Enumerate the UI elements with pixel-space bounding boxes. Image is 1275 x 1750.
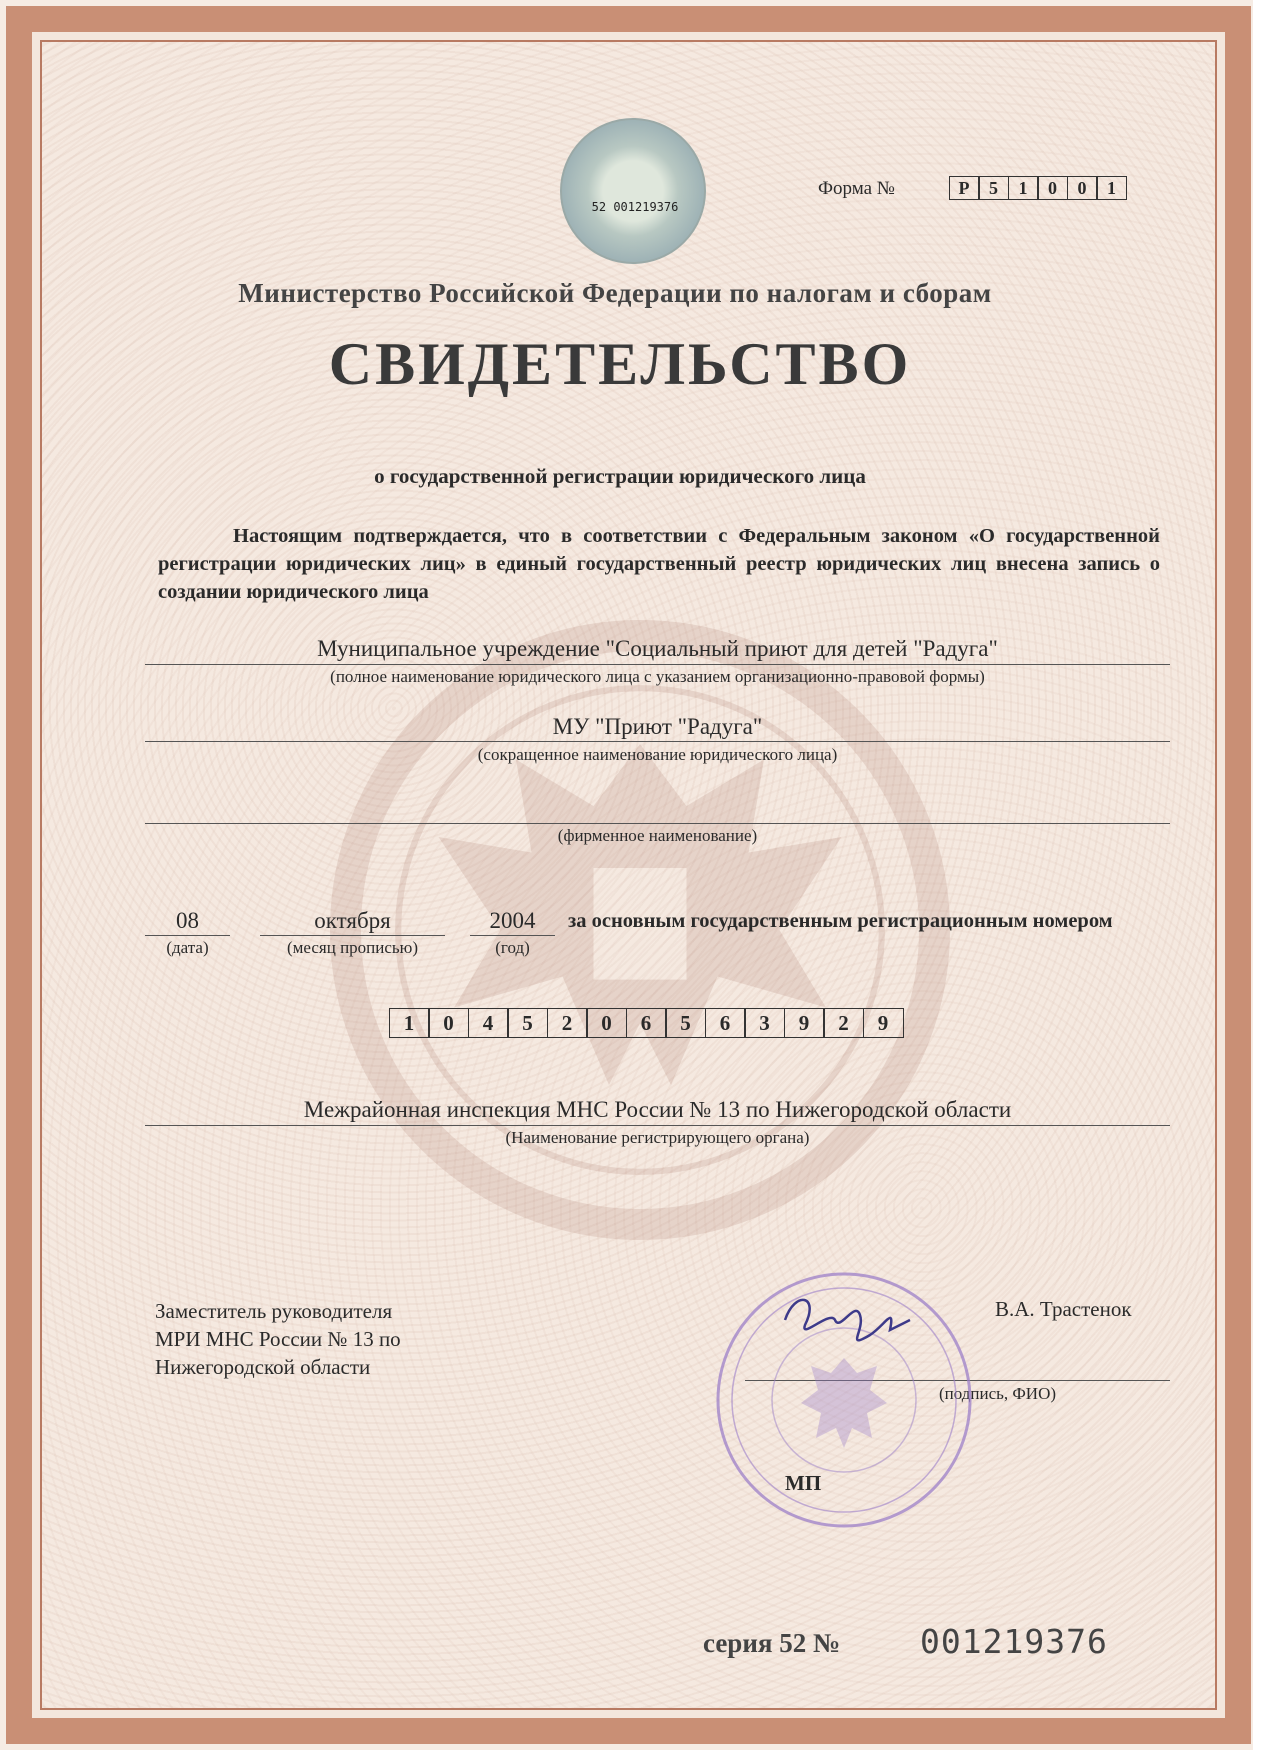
signer-name: В.А. Трастенок xyxy=(995,1297,1132,1321)
full-name-line xyxy=(145,664,1170,665)
form-code xyxy=(950,176,1127,200)
date-month-value: октября xyxy=(314,908,391,933)
date-day-value: 08 xyxy=(176,908,199,933)
form-code-cell: 0 xyxy=(1067,176,1098,200)
ogrn-digit: 2 xyxy=(823,1008,864,1038)
signer-line-2: МРИ МНС России № 13 по xyxy=(155,1327,401,1351)
series-number: 001219376 xyxy=(920,1622,1108,1661)
certification-paragraph xyxy=(158,522,1160,606)
document-title: СВИДЕТЕЛЬСТВО xyxy=(328,331,912,397)
ministry-heading: Министерство Российской Федерации по налогам и сборам xyxy=(238,278,992,308)
ogrn-digit: 6 xyxy=(705,1008,746,1038)
hologram-seal xyxy=(560,118,706,264)
firm-name-caption: (фирменное наименование) xyxy=(557,826,758,845)
form-code-cell: 1 xyxy=(1096,176,1127,200)
date-month-caption: (месяц прописью) xyxy=(286,938,419,957)
date-year-value: 2004 xyxy=(489,908,536,933)
ogrn-digit: 0 xyxy=(586,1008,627,1038)
ogrn-digit: 4 xyxy=(468,1008,509,1038)
date-day-caption: (дата) xyxy=(166,938,209,957)
paragraph-text: Настоящим подтверждается, что в соответствии с Федеральным законом «О государственной регистрации юридических лиц» в единый государственный реестр юридических лиц внесена запись о создании юридического лица xyxy=(158,525,1160,603)
full-name-caption: (полное наименование юридического лица с указанием организационно-правовой формы) xyxy=(330,667,985,686)
date-year-caption: (год) xyxy=(495,938,530,957)
ogrn-digit: 9 xyxy=(863,1008,904,1038)
date-day-line xyxy=(145,935,230,936)
signer-line-1: Заместитель руководителя xyxy=(155,1299,393,1323)
registrar-caption: (Наименование регистрирующего органа) xyxy=(505,1128,810,1147)
ogrn-digit: 6 xyxy=(626,1008,667,1038)
short-name-value: МУ "Приют "Радуга" xyxy=(552,714,763,739)
form-code-cell: 5 xyxy=(978,176,1009,200)
ogrn-digit: 5 xyxy=(665,1008,706,1038)
signer-title xyxy=(155,1297,555,1381)
signer-line-3: Нижегородской области xyxy=(155,1355,371,1379)
ogrn-digit: 1 xyxy=(389,1008,430,1038)
registrar-value: Межрайонная инспекция МНС России № 13 по Нижегородской области xyxy=(303,1097,1012,1122)
series-label: серия 52 № xyxy=(703,1628,841,1658)
ogrn-label: за основным государственным регистрационным номером xyxy=(568,910,1113,932)
ogrn-digit: 5 xyxy=(507,1008,548,1038)
ogrn-digit: 2 xyxy=(547,1008,588,1038)
short-name-line xyxy=(145,741,1170,742)
firm-name-line xyxy=(145,823,1170,824)
form-code-cell: 0 xyxy=(1037,176,1068,200)
date-year-line xyxy=(470,935,555,936)
stamp-place-label: МП xyxy=(785,1471,822,1495)
ogrn-number xyxy=(390,1008,904,1038)
form-label: Форма № xyxy=(818,178,895,199)
scan-edge xyxy=(1253,0,1275,1750)
ogrn-digit: 9 xyxy=(784,1008,825,1038)
signature-caption: (подпись, ФИО) xyxy=(938,1384,1057,1403)
document-subtitle: о государственной регистрации юридического лица xyxy=(374,464,866,488)
short-name-caption: (сокращенное наименование юридического лица) xyxy=(477,745,838,764)
hologram-number: 52 001219376 xyxy=(591,200,679,214)
date-month-line xyxy=(260,935,445,936)
registrar-line xyxy=(145,1125,1170,1126)
ogrn-digit: 0 xyxy=(428,1008,469,1038)
form-code-cell: Р xyxy=(949,176,980,200)
handwritten-signature-icon xyxy=(775,1280,925,1370)
full-name-value: Муниципальное учреждение "Социальный приют для детей "Радуга" xyxy=(317,636,998,661)
ogrn-digit: 3 xyxy=(744,1008,785,1038)
form-code-cell: 1 xyxy=(1008,176,1039,200)
